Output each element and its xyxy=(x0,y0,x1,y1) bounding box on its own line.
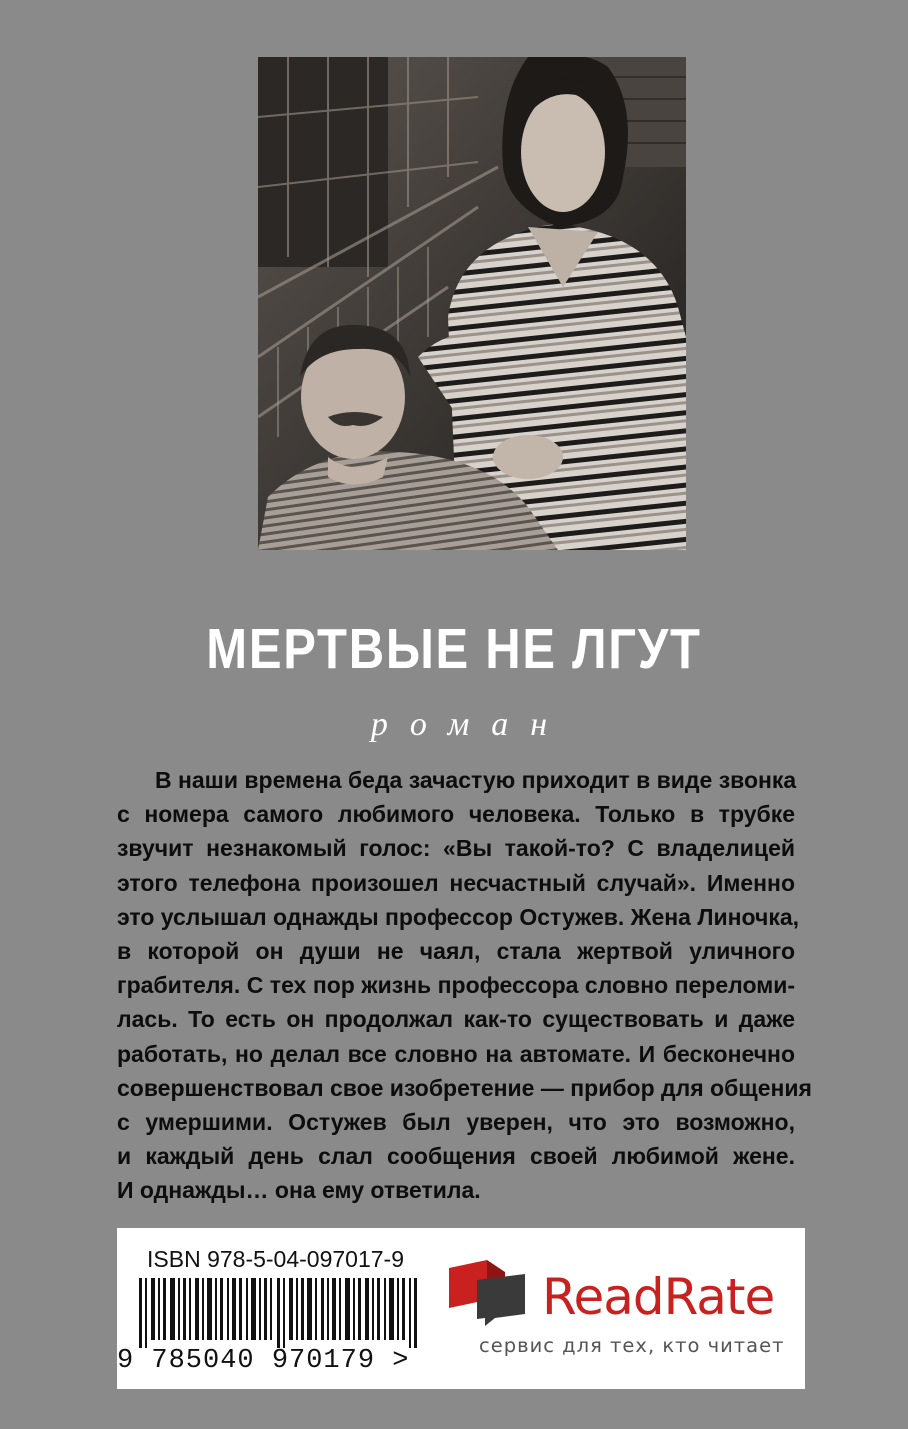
blurb-line: с умершими. Остужев был уверен, что это возможно, xyxy=(117,1109,795,1136)
book-title: МЕРТВЫЕ НЕ ЛГУТ xyxy=(206,617,702,681)
blurb-line: В наши времена беда зачастую приходит в виде звонка xyxy=(155,767,797,793)
readrate-tagline: сервис для тех, кто читает xyxy=(479,1334,785,1357)
blurb-line: в которой он души не чаял, стала жертвой уличного xyxy=(117,938,795,965)
blurb-line: звучит незнакомый голос: «Вы такой-то? С владелицей xyxy=(117,835,795,862)
barcode-label xyxy=(117,1228,805,1389)
blurb-line: грабителя. С тех пор жизнь профессора словно переломи- xyxy=(117,972,795,999)
blurb-line: лась. То есть он продолжал как-то существовать и даже xyxy=(117,1006,795,1033)
blurb-line: этого телефона произошел несчастный случай». Именно xyxy=(117,869,795,896)
isbn-text: ISBN 978-5-04-097017-9 xyxy=(147,1246,404,1272)
book-genre: роман xyxy=(370,706,570,743)
blurb-line: совершенствовал свое изобретение — прибор для общения xyxy=(117,1074,812,1101)
blurb-line: с номера самого любимого человека. Только в трубке xyxy=(117,801,795,828)
blurb-line: это услышал однажды профессор Остужев. Жена Линочка, xyxy=(117,903,800,930)
readrate-logo-icon xyxy=(447,1258,532,1328)
author-photo-illustration xyxy=(258,57,686,550)
author-photo xyxy=(258,57,686,550)
readrate-name: ReadRate xyxy=(542,1268,775,1326)
blurb-line: и каждый день слал сообщения своей любимой жене. xyxy=(117,1143,795,1170)
barcode-icon xyxy=(139,1278,439,1348)
blurb-line: И однажды… она ему ответила. xyxy=(117,1177,481,1204)
barcode-digits: 9 785040 970179 > xyxy=(117,1346,410,1376)
blurb-line: работать, но делал все словно на автомате. И бесконечно xyxy=(117,1040,795,1067)
book-blurb xyxy=(117,763,812,1208)
